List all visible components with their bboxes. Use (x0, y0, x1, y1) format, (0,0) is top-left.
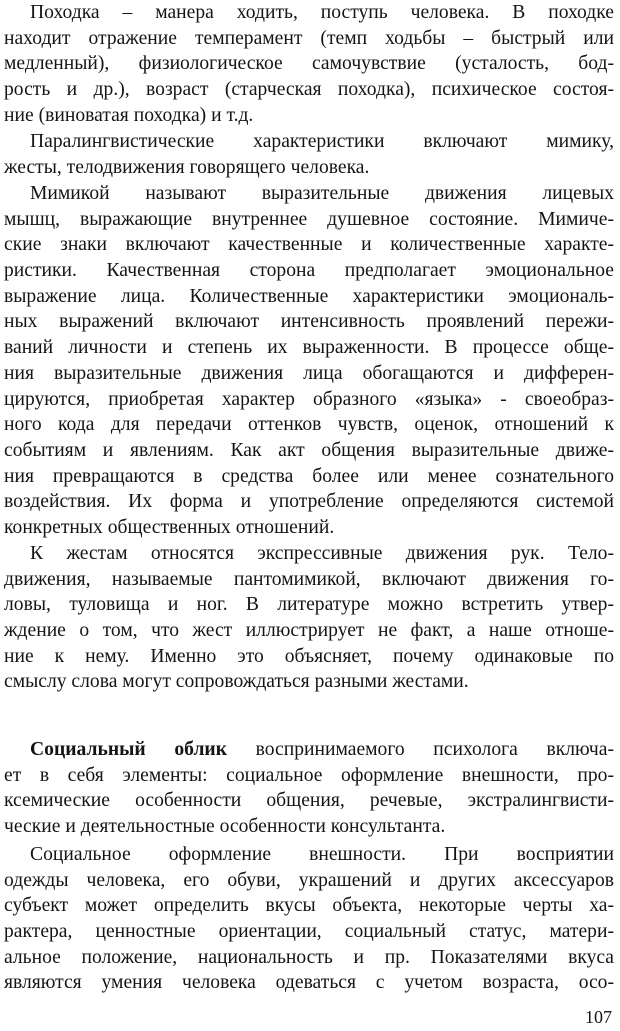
text-line: находит отражение темперамент (темп ходьбы – быстрый или (4, 27, 614, 49)
paragraph-gestures (0, 541, 620, 695)
text-line: Социальное оформление внешности. При восприятии (30, 844, 614, 865)
text-line: ного кода для передачи оттенков чувств, оценок, отношений к (4, 414, 614, 436)
text-line: движения, называемые пантомимикой, включают движения го- (4, 568, 614, 590)
text-line: Паралингвистические характеристики включают мимику, (30, 131, 614, 152)
text-line: Походка – манера ходить, поступь человека. В походке (30, 2, 614, 23)
text-line: выражение лица. Количественные характеристики эмоциональ- (4, 285, 614, 307)
paragraph-paralinguistic (0, 129, 620, 180)
text-line: К жестам относятся экспрессивные движения рук. Тело- (30, 543, 614, 564)
text-line: жесты, телодвижения говорящего человека. (4, 156, 370, 178)
text-line: ловы, туловища и ног. В литературе можно встретить утвер- (4, 594, 614, 616)
text-line: ческие и деятельностные особенности консультанта. (4, 816, 446, 838)
text-line: конкретных общественных отношений. (4, 516, 335, 538)
text-fragment: воспринимаемого психолога включа- (227, 739, 614, 760)
text-line: одежды человека, его обуви, украшений и других аксессуаров (4, 869, 614, 891)
text-line: рактера, ценностные ориентации, социальный статус, матери- (4, 921, 614, 943)
text-line: ристики. Качественная сторона предполагает эмоциональное (4, 260, 614, 282)
text-line: Мимикой называют выразительные движения лицевых (30, 183, 614, 204)
text-line: ксемические особенности общения, речевые, экстралингвисти- (4, 790, 614, 812)
paragraph-appearance (0, 842, 620, 996)
bold-term: Социальный облик (30, 739, 228, 760)
text-line: рость и др.), возраст (старческая походка), психическое состоя- (4, 79, 614, 101)
text-line: ет в себя элементы: социальное оформление внешности, про- (4, 764, 614, 786)
paragraph-mimicry (0, 181, 620, 541)
paragraph-social-image (0, 737, 620, 840)
text-line: ных выражений включают интенсивность проявлений пережи- (4, 311, 614, 333)
text-line: цируются, приобретая характер образного «языка» - своеобраз- (4, 388, 614, 410)
text-line: медленный), физиологическое самочувствие (усталость, бод- (4, 53, 614, 75)
text-line: мышц, выражающие внутреннее душевное состояние. Мимиче- (4, 208, 614, 230)
paragraph-gait (0, 0, 620, 128)
text-line: ждение о том, что жест иллюстрирует не факт, а наше отноше- (4, 620, 614, 642)
text-line: ние к нему. Именно это объясняет, почему одинаковые по (4, 645, 614, 667)
page-number: 107 (585, 1007, 612, 1027)
text-line: ния выразительные движения лица обогащаются и дифферен- (4, 362, 614, 384)
text-line: ваний личности и степень их выраженности. В процессе обще- (4, 337, 614, 359)
text-line: субъект может определить вкусы объекта, некоторые черты ха- (4, 895, 614, 917)
text-line: ские знаки включают качественные и количественные характе- (4, 234, 614, 256)
text-line: альное положение, национальность и пр. Показателями вкуса (4, 946, 614, 968)
text-line: событиям и явлениям. Как акт общения выразительные движе- (4, 439, 614, 461)
text-line: ние (виноватая походка) и т.д. (4, 104, 254, 126)
text-line: ния превращаются в средства более или менее сознательного (4, 465, 614, 487)
text-line: являются умения человека одеваться с учетом возраста, осо- (4, 972, 614, 994)
text-line: смыслу слова могут сопровождаться разными жестами. (4, 671, 469, 693)
text-line: воздействия. Их форма и употребление определяются системой (4, 491, 614, 513)
text-line (0, 737, 620, 763)
